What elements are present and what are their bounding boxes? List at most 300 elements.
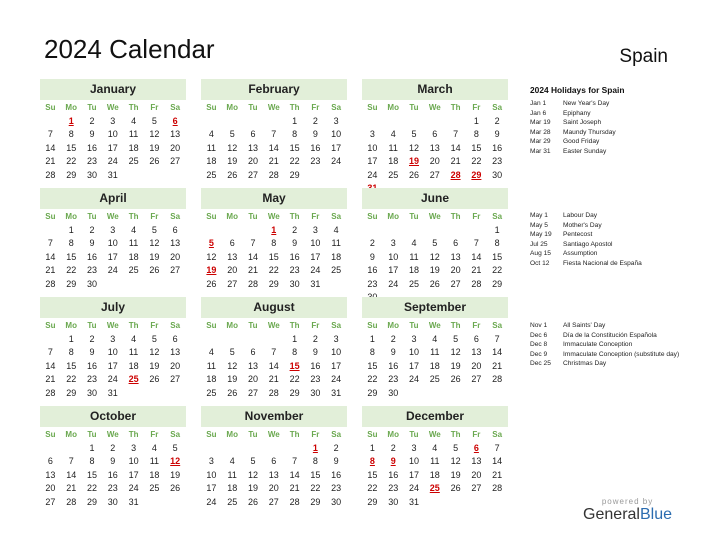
day-cell: 26 — [227, 387, 238, 398]
weekday-header: Th — [128, 321, 139, 330]
day-cell: 28 — [289, 496, 300, 507]
weekday-header: Su — [367, 103, 378, 112]
day-cell: 21 — [45, 374, 56, 384]
day-cell: 16 — [86, 251, 97, 262]
day-cell: 14 — [66, 469, 77, 480]
weekday-header: Sa — [170, 321, 181, 330]
weekday-header: Mo — [65, 321, 77, 330]
brand-logo — [583, 497, 672, 524]
holiday-date: Mar 31 — [530, 147, 551, 155]
day-cell: 7 — [292, 456, 298, 466]
empty-cell — [404, 115, 425, 129]
day-cell: 20 — [170, 360, 181, 371]
holiday-row — [530, 259, 680, 269]
weekday-header: Mo — [65, 103, 77, 112]
weekday-header: Mo — [387, 212, 399, 221]
holiday-group — [530, 321, 680, 369]
day-cell: 4 — [390, 129, 396, 139]
day-cell: 14 — [492, 456, 503, 466]
day-cell: 23 — [388, 374, 399, 384]
day-cell: 3 — [333, 333, 339, 344]
holiday-name: Easter Sunday — [563, 147, 607, 155]
holiday-name: Christmas Day — [563, 360, 607, 367]
weekday-header: Tu — [248, 321, 258, 330]
month-name: August — [201, 297, 347, 318]
day-cell: 8 — [68, 238, 74, 248]
weekday-header: We — [267, 321, 280, 330]
day-cell: 20 — [247, 156, 258, 166]
day-cell: 11 — [149, 456, 160, 466]
month-september — [362, 297, 508, 397]
month-february — [201, 79, 347, 179]
day-cell: 4 — [131, 224, 137, 235]
day-cell: 21 — [66, 483, 77, 493]
day-cell: 8 — [271, 238, 277, 248]
day-cell: 6 — [250, 129, 256, 139]
holiday-group — [530, 99, 680, 156]
day-cell: 29 — [289, 387, 300, 398]
day-cell: 16 — [388, 469, 399, 480]
day-cell: 9 — [89, 347, 95, 357]
day-cell: 2 — [89, 333, 95, 344]
day-cell: 23 — [331, 483, 342, 493]
page-title: 2024 Calendar — [44, 34, 215, 64]
day-cell: 16 — [331, 469, 342, 480]
day-cell: 31 — [107, 169, 118, 180]
day-cell: 5 — [229, 129, 235, 139]
day-cell: 8 — [68, 347, 74, 357]
weekday-header: Su — [45, 212, 56, 221]
day-cell: 5 — [172, 442, 178, 453]
day-cell: 9 — [369, 251, 375, 262]
day-cell: 27 — [450, 278, 461, 289]
weekday-header: Th — [450, 103, 461, 112]
holiday-date: Jan 6 — [530, 109, 547, 117]
weekday-header: We — [106, 212, 119, 221]
weekday-header: Th — [450, 430, 461, 439]
day-cell: 10 — [128, 456, 139, 466]
holiday-date: May 19 — [530, 231, 552, 238]
day-cell: 29 — [66, 278, 77, 289]
weekday-header: We — [106, 103, 119, 112]
day-cell: 27 — [247, 387, 258, 398]
day-cell: 2 — [369, 238, 375, 248]
day-cell: 23 — [388, 483, 399, 493]
brand-blue: Blue — [639, 506, 672, 523]
day-cell: 1 — [369, 442, 375, 453]
day-cell: 10 — [107, 238, 118, 248]
day-cell: 23 — [310, 156, 321, 166]
empty-cell — [424, 224, 445, 238]
day-cell: 25 — [128, 156, 139, 166]
day-cell: 16 — [492, 142, 503, 153]
day-cell: 15 — [66, 142, 77, 153]
day-cell: 6 — [172, 333, 178, 344]
day-cell: 24 — [310, 265, 321, 275]
day-cell: 22 — [310, 483, 321, 493]
weekday-header: Mo — [65, 212, 77, 221]
day-cell: 11 — [206, 360, 217, 371]
day-cell: 22 — [66, 265, 77, 275]
weekday-header: Th — [289, 103, 300, 112]
empty-cell — [383, 115, 404, 129]
weekday-header: Sa — [331, 430, 342, 439]
day-cell: 11 — [430, 347, 440, 357]
day-cell: 17 — [206, 483, 217, 493]
day-cell: 23 — [107, 483, 118, 493]
day-cell: 18 — [227, 483, 238, 493]
month-days-grid — [362, 101, 508, 196]
day-cell: 2 — [390, 333, 396, 344]
day-cell: 3 — [110, 333, 116, 344]
day-cell: 30 — [107, 496, 118, 507]
day-cell: 16 — [86, 142, 97, 153]
day-cell: 20 — [429, 156, 440, 166]
day-cell: 17 — [310, 251, 321, 262]
month-days-grid — [201, 101, 347, 182]
day-cell: 17 — [107, 360, 118, 371]
day-cell: 27 — [429, 169, 440, 180]
day-cell: 21 — [247, 265, 258, 275]
day-cell: 27 — [170, 265, 181, 275]
holiday-day: 9 — [390, 456, 396, 466]
empty-cell — [40, 333, 61, 347]
holiday-row — [530, 249, 680, 259]
holiday-day: 1 — [312, 442, 318, 453]
month-november — [201, 406, 347, 506]
day-cell: 6 — [453, 238, 459, 248]
day-cell: 17 — [367, 156, 378, 166]
day-cell: 25 — [206, 387, 217, 398]
day-cell: 14 — [45, 360, 56, 371]
brand-general: General — [583, 506, 640, 523]
holiday-name: Mother's Day — [563, 221, 602, 229]
weekday-header: Sa — [492, 430, 503, 439]
holiday-row — [530, 109, 680, 119]
day-cell: 27 — [45, 496, 56, 507]
day-cell: 7 — [68, 456, 74, 466]
day-cell: 20 — [45, 483, 56, 493]
day-cell: 26 — [149, 156, 160, 166]
day-cell: 13 — [450, 251, 461, 262]
day-cell: 10 — [388, 251, 399, 262]
weekday-header: Fr — [472, 103, 481, 112]
day-cell: 28 — [492, 374, 503, 384]
month-days-grid — [362, 428, 508, 509]
day-cell: 22 — [367, 483, 378, 493]
day-cell: 18 — [206, 374, 217, 384]
holiday-row — [530, 147, 680, 157]
day-cell: 7 — [494, 333, 500, 344]
empty-cell — [243, 333, 264, 347]
month-days-grid — [362, 319, 508, 400]
month-name: July — [40, 297, 186, 318]
holiday-row — [530, 350, 680, 360]
day-cell: 4 — [131, 333, 137, 344]
day-cell: 19 — [227, 156, 238, 166]
weekday-header: Sa — [331, 103, 342, 112]
day-cell: 19 — [149, 360, 160, 371]
empty-cell — [222, 224, 243, 238]
day-cell: 24 — [331, 374, 342, 384]
weekday-header: Fr — [150, 321, 159, 330]
day-cell: 21 — [45, 265, 56, 275]
day-cell: 10 — [206, 469, 217, 480]
holiday-date: Jul 25 — [530, 240, 548, 248]
day-cell: 18 — [128, 251, 139, 262]
day-cell: 11 — [331, 238, 341, 248]
day-cell: 14 — [492, 347, 503, 357]
day-cell: 7 — [494, 442, 500, 453]
empty-cell — [362, 224, 383, 238]
day-cell: 21 — [471, 265, 482, 275]
day-cell: 21 — [492, 469, 503, 480]
holiday-row — [530, 211, 680, 221]
day-cell: 12 — [227, 360, 238, 371]
weekday-header: Th — [128, 212, 139, 221]
weekday-header: Su — [206, 321, 217, 330]
day-cell: 9 — [312, 347, 318, 357]
day-cell: 15 — [310, 469, 321, 480]
day-cell: 17 — [331, 142, 342, 153]
day-cell: 30 — [331, 496, 342, 507]
weekday-header: Sa — [492, 212, 503, 221]
day-cell: 16 — [289, 251, 300, 262]
day-cell: 21 — [268, 374, 279, 384]
month-name: January — [40, 79, 186, 100]
day-cell: 7 — [47, 238, 53, 248]
holiday-row — [530, 340, 680, 350]
day-cell: 14 — [268, 360, 279, 371]
day-cell: 13 — [471, 456, 482, 466]
day-cell: 5 — [453, 333, 459, 344]
day-cell: 4 — [432, 442, 438, 453]
weekday-header: Mo — [226, 321, 238, 330]
day-cell: 15 — [367, 360, 378, 371]
day-cell: 23 — [367, 278, 378, 289]
weekday-header: We — [106, 430, 119, 439]
holiday-date: May 1 — [530, 212, 548, 219]
weekday-header: Fr — [311, 212, 320, 221]
weekday-header: Sa — [331, 321, 342, 330]
weekday-header: Fr — [472, 430, 481, 439]
day-cell: 15 — [471, 142, 482, 153]
day-cell: 11 — [128, 347, 139, 357]
day-cell: 28 — [268, 169, 279, 180]
empty-cell — [201, 442, 222, 456]
day-cell: 21 — [45, 156, 56, 166]
day-cell: 29 — [268, 278, 279, 289]
day-cell: 6 — [432, 129, 438, 139]
day-cell: 26 — [170, 483, 181, 493]
month-name: April — [40, 188, 186, 209]
weekday-header: Sa — [170, 212, 181, 221]
holiday-day: 29 — [471, 169, 482, 180]
day-cell: 8 — [68, 129, 74, 139]
day-cell: 27 — [247, 169, 258, 180]
month-days-grid — [201, 319, 347, 400]
day-cell: 29 — [86, 496, 97, 507]
day-cell: 19 — [450, 469, 461, 480]
holiday-date: Jan 1 — [530, 100, 547, 107]
weekday-header: Sa — [170, 430, 181, 439]
month-name: May — [201, 188, 347, 209]
day-cell: 2 — [292, 224, 298, 235]
holiday-row — [530, 240, 680, 250]
day-cell: 30 — [289, 278, 300, 289]
day-cell: 18 — [206, 156, 217, 166]
weekday-header: Tu — [87, 430, 97, 439]
holiday-name: Pentecost — [563, 231, 593, 238]
day-cell: 20 — [450, 265, 461, 275]
day-cell: 8 — [473, 129, 479, 139]
weekday-header: We — [428, 103, 441, 112]
day-cell: 9 — [312, 129, 318, 139]
holiday-name: Immaculate Conception (substitute day) — [563, 350, 680, 358]
day-cell: 1 — [473, 115, 479, 126]
empty-cell — [263, 442, 284, 456]
empty-cell — [201, 224, 222, 238]
day-cell: 20 — [227, 265, 238, 275]
empty-cell — [243, 442, 264, 456]
empty-cell — [201, 115, 222, 129]
day-cell: 28 — [268, 387, 279, 398]
day-cell: 22 — [367, 374, 378, 384]
day-cell: 28 — [492, 483, 503, 493]
weekday-header: Tu — [248, 103, 258, 112]
holiday-day: 25 — [128, 374, 139, 384]
holidays-panel — [530, 85, 680, 367]
holiday-name: Labour Day — [563, 212, 598, 219]
day-cell: 1 — [68, 224, 74, 235]
empty-cell — [243, 115, 264, 129]
holiday-date: Mar 19 — [530, 119, 551, 126]
day-cell: 6 — [473, 333, 479, 344]
weekday-header: Tu — [87, 103, 97, 112]
holiday-date: Mar 29 — [530, 138, 551, 145]
weekday-header: Th — [128, 103, 139, 112]
day-cell: 24 — [107, 156, 118, 166]
empty-cell — [362, 115, 383, 129]
day-cell: 15 — [289, 142, 300, 153]
day-cell: 17 — [107, 142, 118, 153]
weekday-header: Tu — [248, 430, 258, 439]
day-cell: 22 — [492, 265, 503, 275]
day-cell: 9 — [333, 456, 339, 466]
day-cell: 12 — [408, 142, 419, 153]
day-cell: 3 — [390, 238, 396, 248]
day-cell: 1 — [494, 224, 500, 235]
holiday-day: 8 — [369, 456, 375, 466]
day-cell: 11 — [227, 469, 237, 480]
holiday-row — [530, 137, 680, 147]
weekday-header: Sa — [492, 321, 503, 330]
holiday-date: Dec 8 — [530, 341, 548, 348]
day-cell: 10 — [107, 129, 118, 139]
weekday-header: We — [267, 430, 280, 439]
month-july — [40, 297, 186, 397]
day-cell: 29 — [367, 387, 378, 398]
day-cell: 24 — [388, 278, 399, 289]
empty-cell — [445, 224, 466, 238]
day-cell: 24 — [408, 374, 419, 384]
month-days-grid — [201, 428, 347, 509]
day-cell: 20 — [247, 374, 258, 384]
weekday-header: Mo — [226, 103, 238, 112]
day-cell: 24 — [107, 265, 118, 275]
empty-cell — [284, 442, 305, 456]
day-cell: 7 — [271, 129, 277, 139]
weekday-header: Su — [367, 430, 378, 439]
month-days-grid — [40, 428, 186, 509]
weekday-header: We — [428, 321, 441, 330]
day-cell: 13 — [268, 469, 279, 480]
day-cell: 16 — [367, 265, 378, 275]
day-cell: 5 — [229, 347, 235, 357]
day-cell: 11 — [409, 251, 419, 262]
holiday-day: 1 — [68, 115, 74, 126]
day-cell: 25 — [331, 265, 342, 275]
empty-cell — [40, 224, 61, 238]
empty-cell — [61, 442, 82, 456]
day-cell: 16 — [388, 360, 399, 371]
day-cell: 10 — [310, 238, 321, 248]
holiday-name: Saint Joseph — [563, 119, 602, 126]
month-days-grid — [201, 210, 347, 291]
day-cell: 12 — [149, 129, 160, 139]
weekday-header: Th — [450, 321, 461, 330]
day-cell: 23 — [492, 156, 503, 166]
day-cell: 1 — [292, 115, 298, 126]
day-cell: 30 — [492, 169, 503, 180]
day-cell: 13 — [247, 360, 258, 371]
weekday-header: Sa — [492, 103, 503, 112]
holiday-date: Nov 1 — [530, 322, 548, 329]
holiday-row — [530, 118, 680, 128]
day-cell: 27 — [268, 496, 279, 507]
day-cell: 21 — [450, 156, 461, 166]
holiday-date: Dec 25 — [530, 360, 551, 367]
day-cell: 26 — [149, 265, 160, 275]
day-cell: 13 — [247, 142, 258, 153]
weekday-header: Th — [128, 430, 139, 439]
holiday-row — [530, 230, 680, 240]
weekday-header: Fr — [311, 430, 320, 439]
weekday-header: Tu — [409, 321, 419, 330]
day-cell: 12 — [450, 347, 461, 357]
day-cell: 12 — [247, 469, 258, 480]
holiday-name: New Year's Day — [563, 100, 610, 107]
day-cell: 13 — [429, 142, 440, 153]
weekday-header: Th — [450, 212, 461, 221]
day-cell: 2 — [89, 224, 95, 235]
day-cell: 4 — [411, 238, 417, 248]
day-cell: 13 — [170, 347, 181, 357]
month-name: September — [362, 297, 508, 318]
day-cell: 18 — [408, 265, 419, 275]
weekday-header: Tu — [409, 430, 419, 439]
day-cell: 13 — [471, 347, 482, 357]
day-cell: 16 — [107, 469, 118, 480]
day-cell: 3 — [333, 115, 339, 126]
day-cell: 3 — [131, 442, 137, 453]
day-cell: 27 — [471, 374, 482, 384]
weekday-header: We — [428, 430, 441, 439]
day-cell: 7 — [271, 347, 277, 357]
day-cell: 16 — [310, 142, 321, 153]
day-cell: 11 — [128, 238, 139, 248]
day-cell: 25 — [429, 374, 440, 384]
